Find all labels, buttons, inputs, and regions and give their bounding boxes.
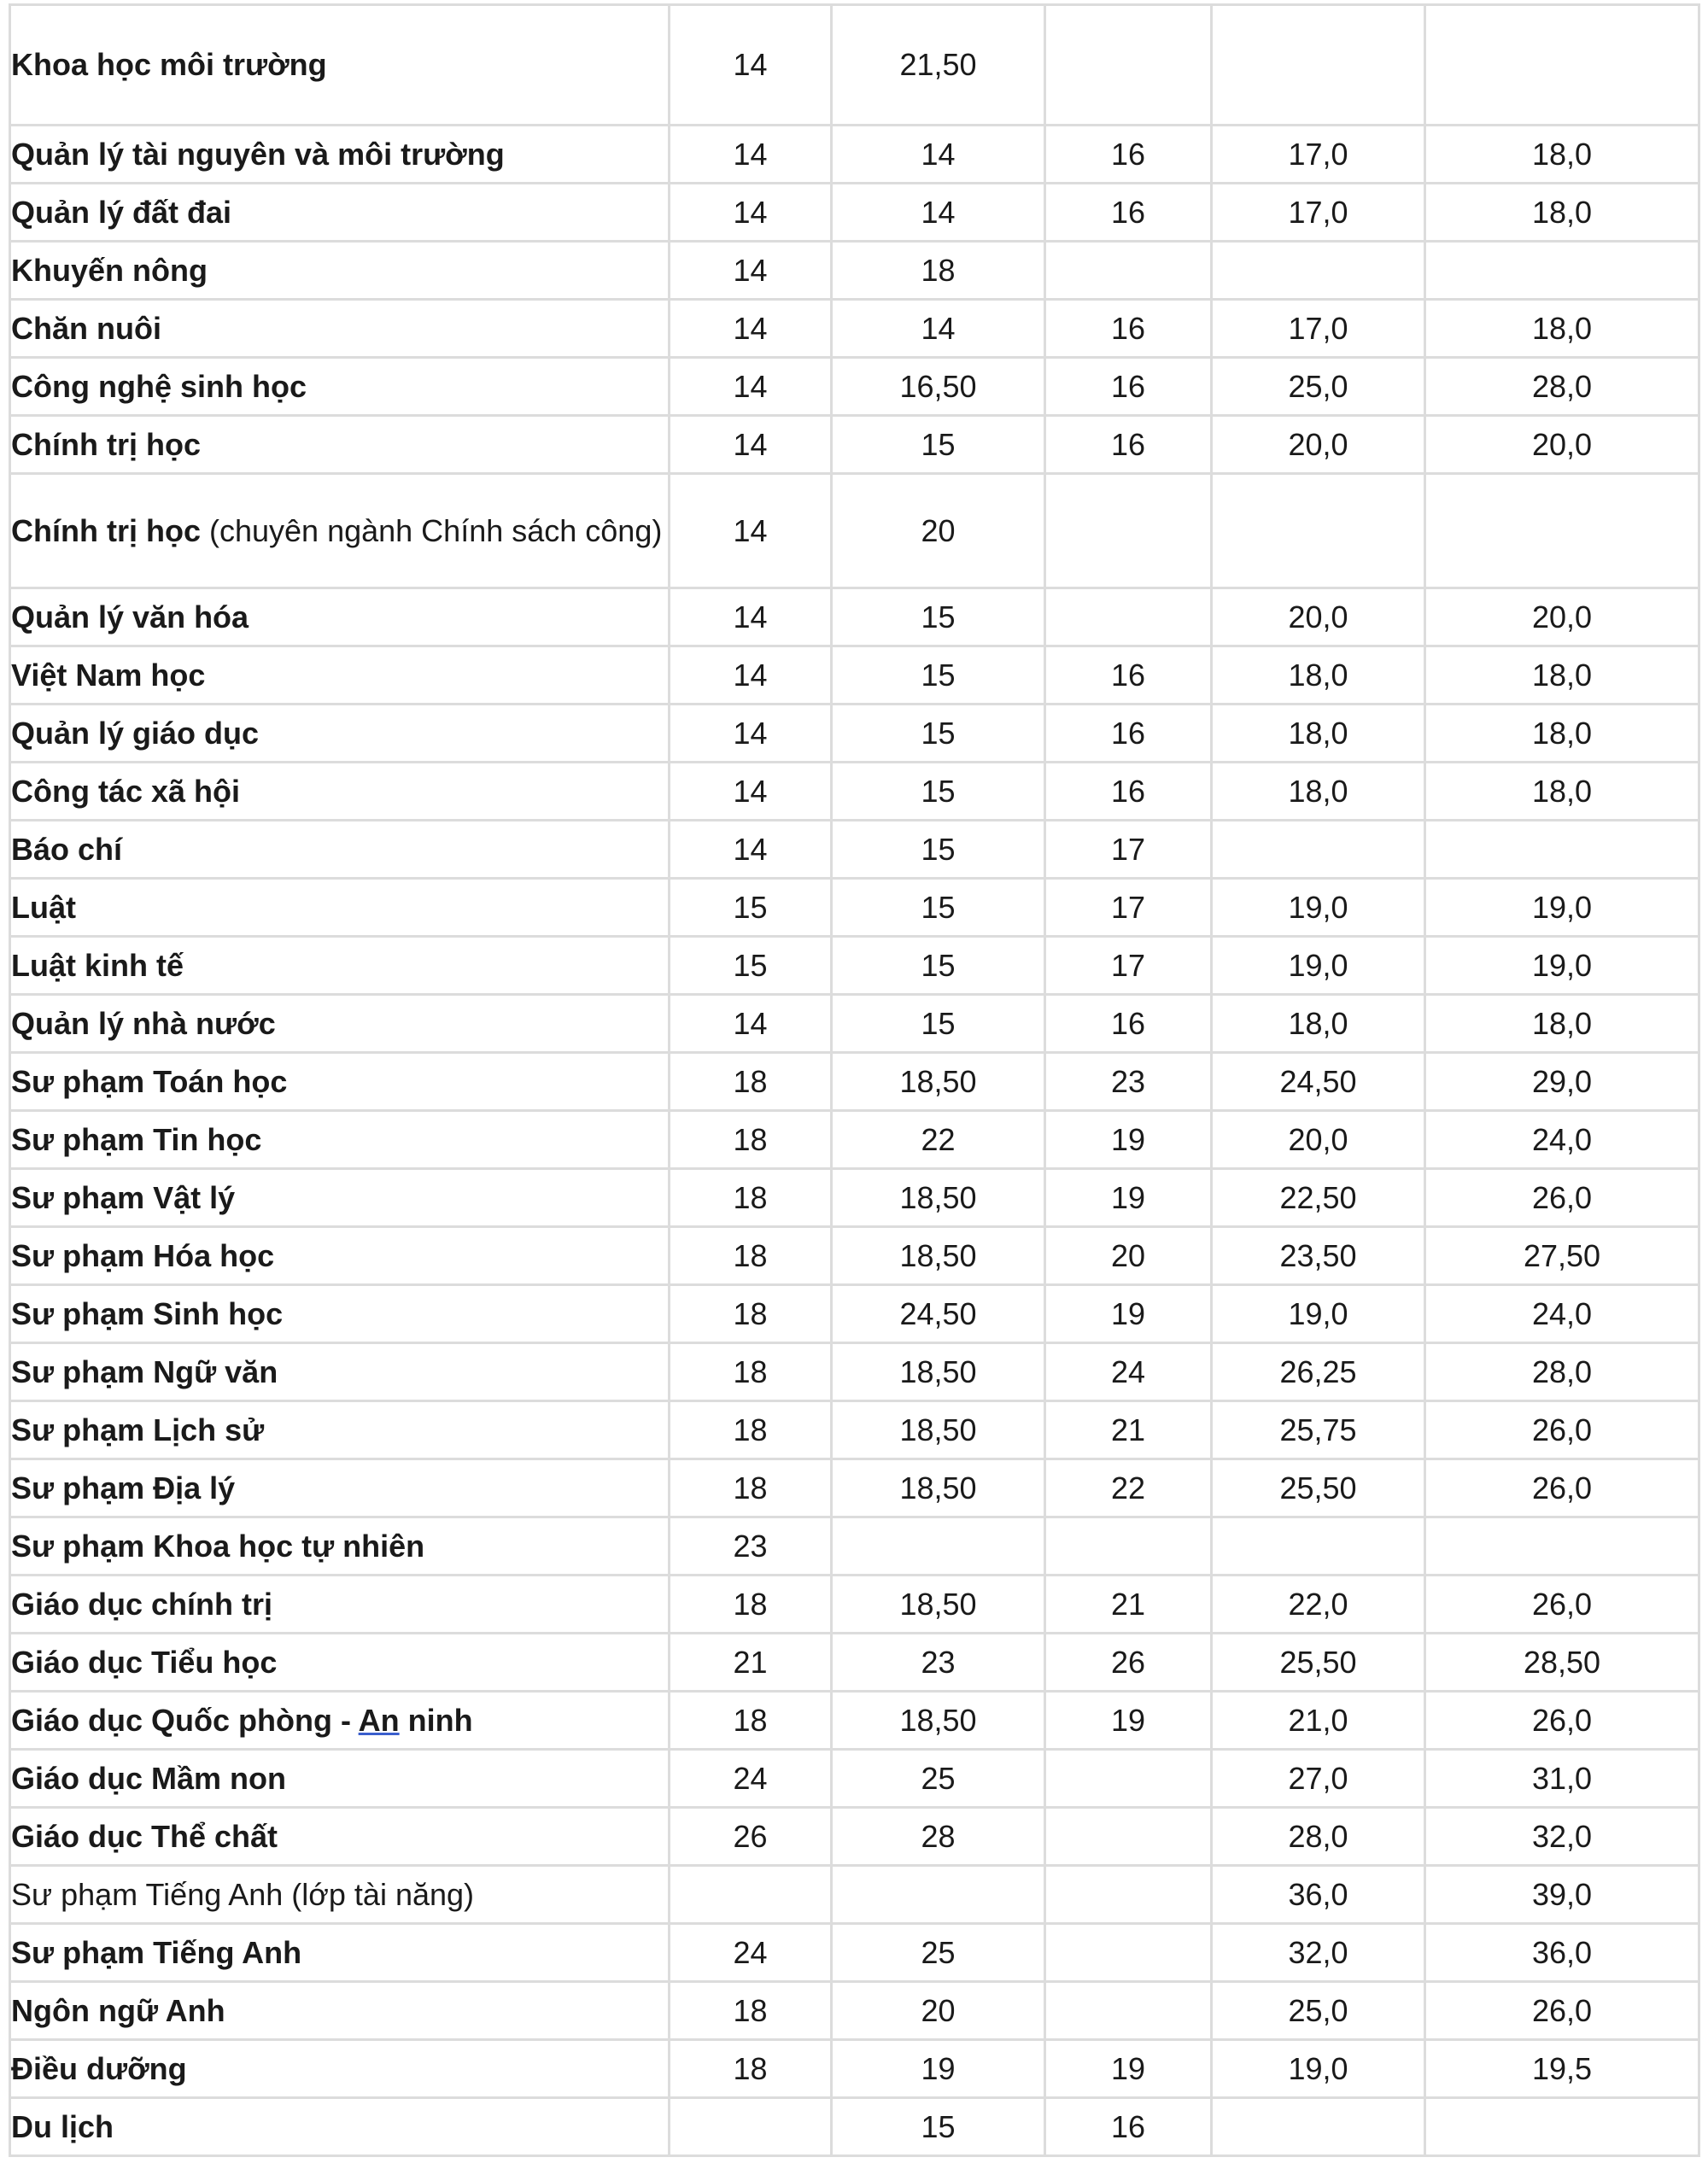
- table-body: [10, 5, 1699, 2156]
- table-row: [10, 1576, 1699, 1634]
- major-name-cell: [10, 1111, 670, 1169]
- score-cell-col-5: 36,0: [1425, 1924, 1699, 1982]
- score-cell-col-1: 14: [670, 995, 832, 1053]
- score-cell-col-1: 18: [670, 2040, 832, 2098]
- score-cell-col-5: 20,0: [1425, 588, 1699, 646]
- score-cell-col-5: 18,0: [1425, 995, 1699, 1053]
- score-cell-col-2: 16,50: [832, 358, 1045, 416]
- score-cell-col-3: 16: [1045, 184, 1212, 242]
- major-name-cell: [10, 1576, 670, 1634]
- table-row: [10, 1866, 1699, 1924]
- score-cell-col-1: 14: [670, 416, 832, 474]
- major-name-cell: [10, 1053, 670, 1111]
- score-cell-col-2: 19: [832, 2040, 1045, 2098]
- score-cell-col-5: 28,50: [1425, 1634, 1699, 1692]
- major-name-cell: [10, 1401, 670, 1459]
- score-cell-col-3: 19: [1045, 1692, 1212, 1750]
- score-cell-col-3: 26: [1045, 1634, 1212, 1692]
- score-cell-col-5: 26,0: [1425, 1982, 1699, 2040]
- score-cell-col-4: 21,0: [1212, 1692, 1425, 1750]
- score-cell-col-1: 14: [670, 588, 832, 646]
- table-row: [10, 704, 1699, 763]
- score-cell-col-3: 16: [1045, 704, 1212, 763]
- table-row: [10, 184, 1699, 242]
- score-cell-col-5: [1425, 474, 1699, 588]
- score-cell-col-5: 18,0: [1425, 300, 1699, 358]
- score-cell-col-2: 18,50: [832, 1401, 1045, 1459]
- major-name-suffix: (chuyên ngành Chính sách công): [200, 512, 663, 548]
- score-cell-col-2: 18,50: [832, 1227, 1045, 1285]
- major-name: Sư phạm Tin học: [11, 1121, 262, 1157]
- score-cell-col-4: 20,0: [1212, 416, 1425, 474]
- score-cell-col-1: [670, 1866, 832, 1924]
- score-cell-col-5: 18,0: [1425, 646, 1699, 704]
- score-cell-col-4: [1212, 5, 1425, 126]
- major-name: Sư phạm Tiếng Anh (lớp tài năng): [11, 1876, 475, 1912]
- score-cell-col-2: 15: [832, 704, 1045, 763]
- score-cell-col-2: 15: [832, 763, 1045, 821]
- score-cell-col-1: 14: [670, 821, 832, 879]
- score-cell-col-5: 18,0: [1425, 763, 1699, 821]
- score-cell-col-5: 26,0: [1425, 1169, 1699, 1227]
- score-cell-col-4: 17,0: [1212, 300, 1425, 358]
- score-cell-col-3: 16: [1045, 358, 1212, 416]
- score-cell-col-1: 14: [670, 300, 832, 358]
- score-cell-col-4: 19,0: [1212, 937, 1425, 995]
- score-cell-col-4: 18,0: [1212, 995, 1425, 1053]
- score-cell-col-1: 21: [670, 1634, 832, 1692]
- score-cell-col-4: 20,0: [1212, 1111, 1425, 1169]
- table-row: [10, 2098, 1699, 2156]
- major-name: Khoa học môi trường: [11, 47, 327, 83]
- score-cell-col-3: 19: [1045, 1285, 1212, 1343]
- score-cell-col-3: 17: [1045, 879, 1212, 937]
- major-name: Công tác xã hội: [11, 773, 241, 809]
- table-row: [10, 1459, 1699, 1517]
- score-cell-col-2: 15: [832, 937, 1045, 995]
- major-name: Luật kinh tế: [11, 947, 184, 983]
- score-cell-col-1: 15: [670, 937, 832, 995]
- score-cell-col-1: 24: [670, 1924, 832, 1982]
- score-cell-col-4: 25,0: [1212, 1982, 1425, 2040]
- score-cell-col-4: [1212, 242, 1425, 300]
- major-name: Việt Nam học: [11, 657, 206, 693]
- score-cell-col-3: 16: [1045, 126, 1212, 184]
- score-cell-col-1: 14: [670, 242, 832, 300]
- score-cell-col-4: 18,0: [1212, 704, 1425, 763]
- major-name-cell: [10, 646, 670, 704]
- score-cell-col-4: 22,0: [1212, 1576, 1425, 1634]
- table-row: [10, 1924, 1699, 1982]
- score-cell-col-5: 26,0: [1425, 1576, 1699, 1634]
- score-cell-col-2: 15: [832, 879, 1045, 937]
- score-cell-col-4: 18,0: [1212, 646, 1425, 704]
- score-cell-col-2: 15: [832, 646, 1045, 704]
- score-cell-col-3: [1045, 1517, 1212, 1576]
- score-cell-col-2: 20: [832, 474, 1045, 588]
- score-cell-col-1: 14: [670, 358, 832, 416]
- score-cell-col-3: 19: [1045, 1111, 1212, 1169]
- score-cell-col-3: [1045, 588, 1212, 646]
- score-cell-col-2: 23: [832, 1634, 1045, 1692]
- score-cell-col-3: 22: [1045, 1459, 1212, 1517]
- score-cell-col-4: 20,0: [1212, 588, 1425, 646]
- score-cell-col-5: 24,0: [1425, 1285, 1699, 1343]
- major-name-cell: [10, 588, 670, 646]
- major-name: Quản lý tài nguyên và môi trường: [11, 136, 505, 172]
- score-cell-col-4: 25,50: [1212, 1634, 1425, 1692]
- score-cell-col-2: 18,50: [832, 1169, 1045, 1227]
- table-row: [10, 995, 1699, 1053]
- table-row: [10, 646, 1699, 704]
- table-row: [10, 937, 1699, 995]
- score-cell-col-3: 16: [1045, 300, 1212, 358]
- major-name-cell: [10, 1750, 670, 1808]
- table-row: [10, 242, 1699, 300]
- major-name: Sư phạm Lịch sử: [11, 1412, 265, 1447]
- major-name-cell: [10, 474, 670, 588]
- major-name-cell: [10, 300, 670, 358]
- table-row: [10, 1750, 1699, 1808]
- major-name: Giáo dục Mầm non: [11, 1760, 287, 1796]
- score-cell-col-3: [1045, 474, 1212, 588]
- major-name: Điều dưỡng: [11, 2050, 187, 2086]
- score-cell-col-4: 18,0: [1212, 763, 1425, 821]
- major-name: Sư phạm Vật lý: [11, 1179, 236, 1215]
- score-cell-col-4: 19,0: [1212, 1285, 1425, 1343]
- score-cell-col-5: [1425, 242, 1699, 300]
- score-cell-col-2: 25: [832, 1924, 1045, 1982]
- major-name-cell: [10, 821, 670, 879]
- major-name-cell: [10, 5, 670, 126]
- major-name-cell: [10, 1169, 670, 1227]
- major-name: Giáo dục Quốc phòng -: [11, 1702, 359, 1738]
- score-cell-col-2: [832, 1517, 1045, 1576]
- score-cell-col-2: 15: [832, 588, 1045, 646]
- score-cell-col-1: 14: [670, 184, 832, 242]
- major-name: Chính trị học: [11, 426, 201, 462]
- score-cell-col-1: 18: [670, 1401, 832, 1459]
- score-cell-col-5: 27,50: [1425, 1227, 1699, 1285]
- score-cell-col-2: 18: [832, 242, 1045, 300]
- major-name: Giáo dục chính trị: [11, 1586, 273, 1622]
- score-cell-col-3: 16: [1045, 763, 1212, 821]
- table-row: [10, 1285, 1699, 1343]
- score-cell-col-5: 19,5: [1425, 2040, 1699, 2098]
- score-cell-col-1: 18: [670, 1982, 832, 2040]
- score-cell-col-4: 26,25: [1212, 1343, 1425, 1401]
- score-cell-col-3: 16: [1045, 646, 1212, 704]
- spellcheck-underlined-word: An: [358, 1702, 400, 1738]
- score-cell-col-1: [670, 2098, 832, 2156]
- score-cell-col-2: 18,50: [832, 1692, 1045, 1750]
- major-name: Công nghệ sinh học: [11, 368, 307, 404]
- score-cell-col-1: 18: [670, 1576, 832, 1634]
- table-row: [10, 416, 1699, 474]
- major-name-cell: [10, 2040, 670, 2098]
- score-cell-col-2: [832, 1866, 1045, 1924]
- score-cell-col-1: 18: [670, 1459, 832, 1517]
- score-cell-col-4: 17,0: [1212, 184, 1425, 242]
- major-name-cell: [10, 704, 670, 763]
- score-cell-col-5: 32,0: [1425, 1808, 1699, 1866]
- score-cell-col-5: [1425, 1517, 1699, 1576]
- score-cell-col-4: 27,0: [1212, 1750, 1425, 1808]
- major-name: Khuyến nông: [11, 252, 208, 288]
- major-name: Sư phạm Tiếng Anh: [11, 1934, 302, 1970]
- major-name-cell: [10, 1808, 670, 1866]
- score-cell-col-2: 18,50: [832, 1459, 1045, 1517]
- table-row: [10, 300, 1699, 358]
- major-name: Quản lý đất đai: [11, 194, 232, 230]
- table-row: [10, 2040, 1699, 2098]
- score-cell-col-2: 15: [832, 2098, 1045, 2156]
- major-name-cell: [10, 1866, 670, 1924]
- score-cell-col-3: 16: [1045, 416, 1212, 474]
- score-cell-col-1: 18: [670, 1343, 832, 1401]
- score-cell-col-2: 15: [832, 995, 1045, 1053]
- major-name: Ngôn ngữ Anh: [11, 1992, 225, 2028]
- score-cell-col-3: 19: [1045, 1169, 1212, 1227]
- score-cell-col-5: 19,0: [1425, 937, 1699, 995]
- score-cell-col-5: [1425, 5, 1699, 126]
- major-name-cell: [10, 242, 670, 300]
- score-cell-col-1: 18: [670, 1169, 832, 1227]
- score-cell-col-5: 18,0: [1425, 184, 1699, 242]
- score-cell-col-5: 26,0: [1425, 1401, 1699, 1459]
- score-cell-col-3: 24: [1045, 1343, 1212, 1401]
- score-cell-col-5: 28,0: [1425, 1343, 1699, 1401]
- major-name: Giáo dục Thể chất: [11, 1818, 278, 1854]
- score-cell-col-3: [1045, 1750, 1212, 1808]
- score-cell-col-1: 26: [670, 1808, 832, 1866]
- score-cell-col-5: [1425, 821, 1699, 879]
- score-cell-col-2: 28: [832, 1808, 1045, 1866]
- table-row: [10, 5, 1699, 126]
- score-cell-col-2: 18,50: [832, 1343, 1045, 1401]
- major-name: Quản lý văn hóa: [11, 599, 249, 634]
- table-row: [10, 1982, 1699, 2040]
- major-name: Sư phạm Địa lý: [11, 1470, 236, 1505]
- score-cell-col-2: 24,50: [832, 1285, 1045, 1343]
- score-cell-col-5: 19,0: [1425, 879, 1699, 937]
- score-cell-col-4: [1212, 1517, 1425, 1576]
- major-name-tail: ninh: [399, 1702, 473, 1738]
- major-name-cell: [10, 1285, 670, 1343]
- score-cell-col-5: 24,0: [1425, 1111, 1699, 1169]
- score-cell-col-1: 14: [670, 5, 832, 126]
- score-cell-col-1: 18: [670, 1692, 832, 1750]
- major-name: Du lịch: [11, 2108, 114, 2144]
- score-cell-col-1: 14: [670, 126, 832, 184]
- score-cell-col-2: 14: [832, 126, 1045, 184]
- major-name: Quản lý nhà nước: [11, 1005, 276, 1041]
- major-name: Sư phạm Hóa học: [11, 1237, 275, 1273]
- major-name: Sư phạm Khoa học tự nhiên: [11, 1528, 425, 1564]
- score-cell-col-3: [1045, 1982, 1212, 2040]
- score-cell-col-3: [1045, 5, 1212, 126]
- major-name-cell: [10, 995, 670, 1053]
- score-cell-col-1: 14: [670, 646, 832, 704]
- score-cell-col-3: 21: [1045, 1401, 1212, 1459]
- table-row: [10, 126, 1699, 184]
- table-row: [10, 1343, 1699, 1401]
- score-cell-col-3: 23: [1045, 1053, 1212, 1111]
- major-name-cell: [10, 1634, 670, 1692]
- score-cell-col-3: [1045, 1866, 1212, 1924]
- table-row: [10, 1053, 1699, 1111]
- major-name: Chính trị học: [11, 512, 201, 548]
- major-name-cell: [10, 2098, 670, 2156]
- score-cell-col-2: 21,50: [832, 5, 1045, 126]
- score-cell-col-5: 31,0: [1425, 1750, 1699, 1808]
- table-row: [10, 1111, 1699, 1169]
- table-row: [10, 821, 1699, 879]
- score-cell-col-1: 14: [670, 474, 832, 588]
- major-name-cell: [10, 1924, 670, 1982]
- score-cell-col-1: 14: [670, 763, 832, 821]
- table-row: [10, 1692, 1699, 1750]
- score-cell-col-4: 25,75: [1212, 1401, 1425, 1459]
- table-row: [10, 474, 1699, 588]
- table-row: [10, 879, 1699, 937]
- major-name-cell: [10, 1517, 670, 1576]
- score-cell-col-2: 20: [832, 1982, 1045, 2040]
- score-cell-col-2: 25: [832, 1750, 1045, 1808]
- major-name-cell: [10, 1227, 670, 1285]
- major-name: Sư phạm Sinh học: [11, 1295, 284, 1331]
- score-cell-col-2: 18,50: [832, 1576, 1045, 1634]
- admission-score-table: [9, 3, 1700, 2157]
- score-cell-col-4: [1212, 474, 1425, 588]
- score-cell-col-4: [1212, 2098, 1425, 2156]
- score-cell-col-1: 18: [670, 1227, 832, 1285]
- score-cell-col-3: 17: [1045, 821, 1212, 879]
- score-cell-col-4: 24,50: [1212, 1053, 1425, 1111]
- score-cell-col-2: 15: [832, 821, 1045, 879]
- major-name: Báo chí: [11, 831, 123, 867]
- score-cell-col-4: 25,50: [1212, 1459, 1425, 1517]
- score-cell-col-2: 18,50: [832, 1053, 1045, 1111]
- score-cell-col-3: [1045, 1808, 1212, 1866]
- score-cell-col-4: 19,0: [1212, 879, 1425, 937]
- score-cell-col-1: 18: [670, 1111, 832, 1169]
- score-cell-col-4: 22,50: [1212, 1169, 1425, 1227]
- score-cell-col-4: 23,50: [1212, 1227, 1425, 1285]
- score-cell-col-2: 14: [832, 300, 1045, 358]
- major-name-cell: [10, 1692, 670, 1750]
- major-name-cell: [10, 879, 670, 937]
- score-cell-col-5: 20,0: [1425, 416, 1699, 474]
- score-cell-col-4: 17,0: [1212, 126, 1425, 184]
- score-cell-col-5: [1425, 2098, 1699, 2156]
- major-name: Chăn nuôi: [11, 310, 161, 346]
- major-name-cell: [10, 416, 670, 474]
- table-row: [10, 763, 1699, 821]
- table-row: [10, 1808, 1699, 1866]
- major-name-cell: [10, 763, 670, 821]
- score-cell-col-5: 39,0: [1425, 1866, 1699, 1924]
- score-cell-col-1: 18: [670, 1053, 832, 1111]
- score-cell-col-1: 15: [670, 879, 832, 937]
- major-name-cell: [10, 1982, 670, 2040]
- score-cell-col-5: 28,0: [1425, 358, 1699, 416]
- score-cell-col-4: [1212, 821, 1425, 879]
- score-cell-col-4: 25,0: [1212, 358, 1425, 416]
- score-cell-col-1: 23: [670, 1517, 832, 1576]
- score-cell-col-5: 26,0: [1425, 1692, 1699, 1750]
- major-name: Quản lý giáo dục: [11, 715, 260, 751]
- table-row: [10, 588, 1699, 646]
- score-cell-col-3: 17: [1045, 937, 1212, 995]
- major-name: Sư phạm Ngữ văn: [11, 1353, 278, 1389]
- score-cell-col-3: 20: [1045, 1227, 1212, 1285]
- score-cell-col-4: 36,0: [1212, 1866, 1425, 1924]
- score-cell-col-5: 29,0: [1425, 1053, 1699, 1111]
- score-cell-col-4: 19,0: [1212, 2040, 1425, 2098]
- score-cell-col-1: 24: [670, 1750, 832, 1808]
- table-row: [10, 1227, 1699, 1285]
- score-cell-col-3: 16: [1045, 995, 1212, 1053]
- major-name-cell: [10, 1459, 670, 1517]
- score-cell-col-2: 15: [832, 416, 1045, 474]
- score-cell-col-5: 18,0: [1425, 704, 1699, 763]
- score-cell-col-1: 14: [670, 704, 832, 763]
- table-row: [10, 1517, 1699, 1576]
- table-row: [10, 1401, 1699, 1459]
- major-name: Luật: [11, 889, 76, 925]
- major-name-cell: [10, 358, 670, 416]
- score-cell-col-3: [1045, 242, 1212, 300]
- table-row: [10, 1169, 1699, 1227]
- table-row: [10, 1634, 1699, 1692]
- score-cell-col-3: 19: [1045, 2040, 1212, 2098]
- score-cell-col-3: 21: [1045, 1576, 1212, 1634]
- score-cell-col-3: 16: [1045, 2098, 1212, 2156]
- major-name-cell: [10, 937, 670, 995]
- major-name-cell: [10, 184, 670, 242]
- score-cell-col-4: 32,0: [1212, 1924, 1425, 1982]
- score-cell-col-1: 18: [670, 1285, 832, 1343]
- score-cell-col-5: 26,0: [1425, 1459, 1699, 1517]
- table-row: [10, 358, 1699, 416]
- score-cell-col-3: [1045, 1924, 1212, 1982]
- major-name-cell: [10, 126, 670, 184]
- score-cell-col-2: 14: [832, 184, 1045, 242]
- score-cell-col-2: 22: [832, 1111, 1045, 1169]
- score-cell-col-4: 28,0: [1212, 1808, 1425, 1866]
- major-name: Sư phạm Toán học: [11, 1063, 288, 1099]
- score-cell-col-5: 18,0: [1425, 126, 1699, 184]
- major-name: Giáo dục Tiểu học: [11, 1644, 278, 1680]
- major-name-cell: [10, 1343, 670, 1401]
